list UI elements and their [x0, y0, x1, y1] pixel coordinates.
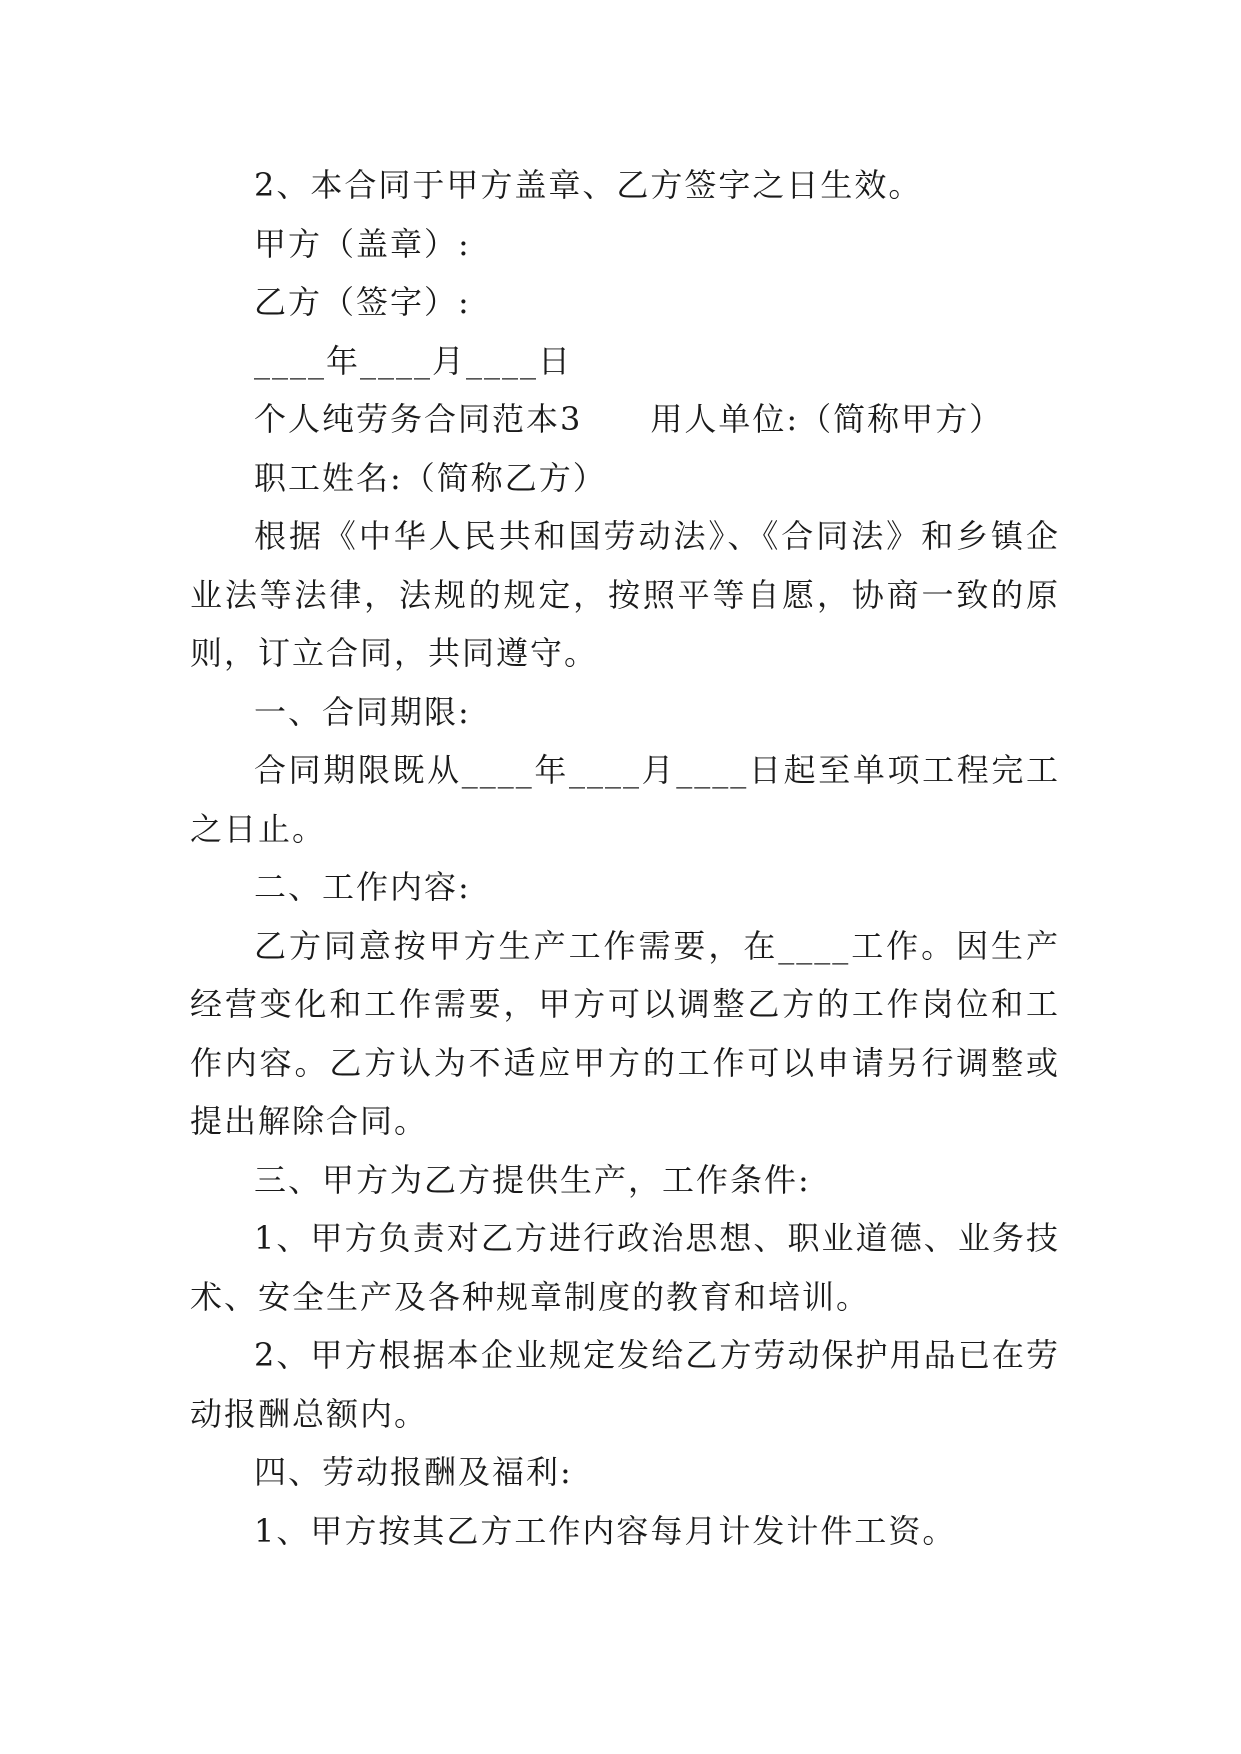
- party-b-signature-line: 乙方（签字）:: [254, 283, 471, 321]
- section-heading-work-content: 二、工作内容:: [254, 868, 471, 906]
- term-paragraph: 合同期限既从____年____月____日起至单项工程完工之日止。: [190, 751, 1060, 848]
- section-heading-work-conditions: 三、甲方为乙方提供生产，工作条件:: [254, 1160, 811, 1199]
- section-heading-term: 一、合同期限:: [254, 692, 471, 731]
- clause-effective-date: 2、本合同于甲方盖章、乙方签字之日生效。: [254, 166, 923, 204]
- section-heading-remuneration: 四、劳动报酬及福利:: [254, 1453, 573, 1491]
- remuneration-item-1: 1、甲方按其乙方工作内容每月计发计件工资。: [254, 1511, 957, 1550]
- work-content-paragraph: 乙方同意按甲方生产工作需要，在____工作。因生产经营变化和工作需要，甲方可以调整乙方的工作岗位和工作内容。乙方认为不适应甲方的工作可以申请另行调整或提出解除合同。: [190, 926, 1060, 1140]
- preamble-paragraph: 根据《中华人民共和国劳动法》、《合同法》和乡镇企业法等法律，法规的规定，按照平等自愿，协商一致的原则，订立合同，共同遵守。: [190, 517, 1060, 672]
- document-body: [190, 156, 1060, 1560]
- work-conditions-item-1: 1、甲方负责对乙方进行政治思想、职业道德、业务技术、安全生产及各种规章制度的教育和培训。: [190, 1219, 1060, 1316]
- work-conditions-item-2: 2、甲方根据本企业规定发给乙方劳动保护用品已在劳动报酬总额内。: [190, 1336, 1060, 1433]
- employee-name-line: 职工姓名:（简称乙方）: [254, 458, 607, 497]
- contract-sample-title-and-employer: 个人纯劳务合同范本3 用人单位:（简称甲方）: [254, 400, 1004, 438]
- date-blank-line: ____年____月____日: [254, 341, 573, 380]
- party-a-seal-line: 甲方（盖章）:: [254, 224, 471, 263]
